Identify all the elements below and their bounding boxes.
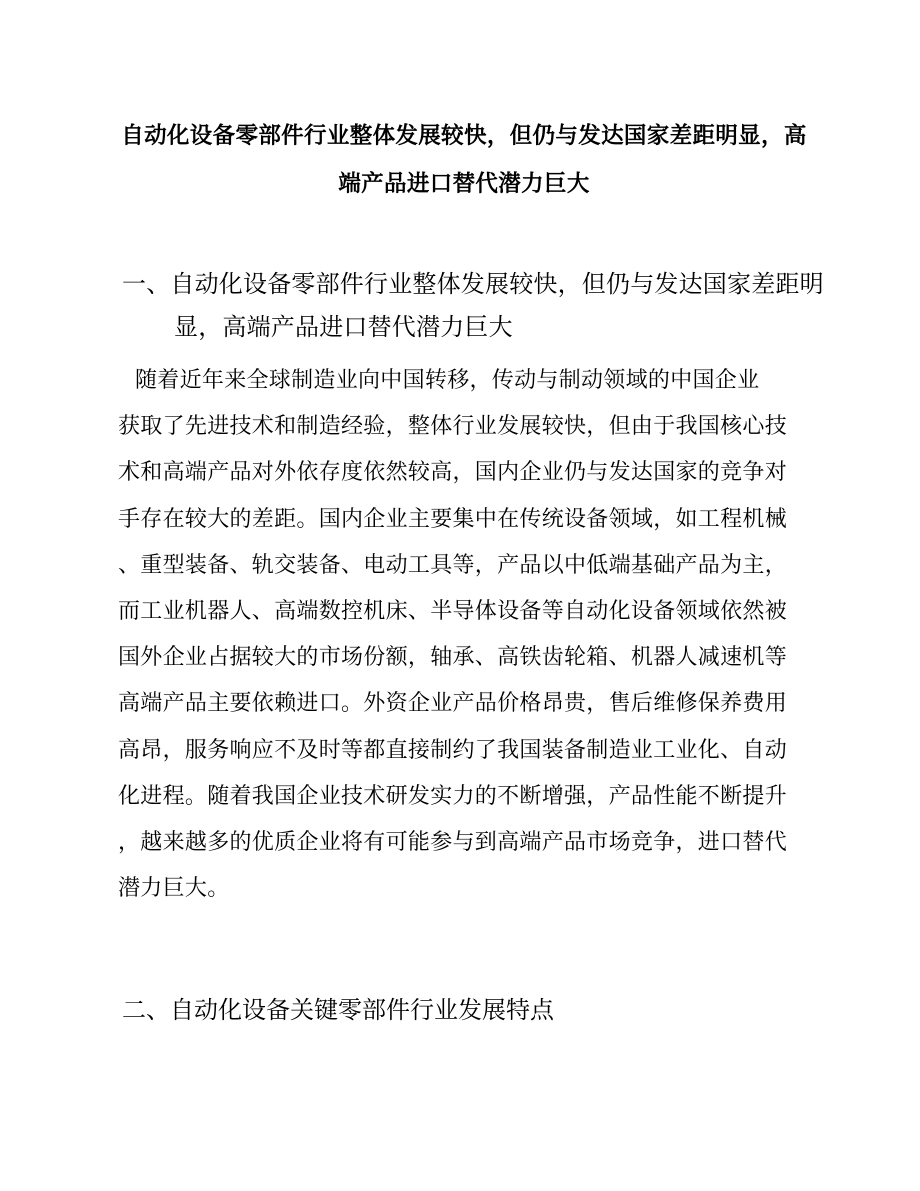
section-1-paragraph [118, 358, 818, 912]
paragraph-line: 、重型装备、轨交装备、电动工具等，产品以中低端基础产品为主， [118, 552, 788, 578]
paragraph-line: 随着近年来全球制造业向中国转移，传动与制动领域的中国企业 [135, 368, 760, 393]
paragraph-line: 而工业机器人、高端数控机床、半导体设备等自动化设备领域依然被 [118, 599, 788, 625]
paragraph-line: 国外企业占据较大的市场份额，轴承、高铁齿轮箱、机器人减速机等 [118, 645, 788, 671]
section-1-heading-line-1: 一、自动化设备零部件行业整体发展较快，但仍与发达国家差距明 [122, 270, 824, 298]
paragraph-line: 术和高端产品对外依存度依然较高，国内企业仍与发达国家的竞争对 [118, 460, 788, 486]
document-title [96, 112, 832, 208]
document-title-line-2: 端产品进口替代潜力巨大 [338, 171, 590, 197]
section-1-heading [122, 263, 832, 349]
paragraph-line: 高昂，服务响应不及时等都直接制约了我国装备制造业工业化、自动 [118, 737, 788, 763]
paragraph-line: 高端产品主要依赖进口。外资企业产品价格昂贵，售后维修保养费用 [118, 691, 788, 717]
paragraph-line: 获取了先进技术和制造经验，整体行业发展较快，但由于我国核心技 [118, 414, 788, 440]
section-1-heading-line-2: 显，高端产品进口替代潜力巨大 [174, 313, 513, 341]
paragraph-line: 潜力巨大。 [118, 876, 230, 902]
paragraph-line: 化进程。随着我国企业技术研发实力的不断增强，产品性能不断提升 [118, 783, 788, 809]
paragraph-line: 手存在较大的差距。国内企业主要集中在传统设备领域，如工程机械 [118, 506, 788, 532]
section-2-heading: 二、自动化设备关键零部件行业发展特点 [122, 996, 554, 1024]
document-title-line-1: 自动化设备零部件行业整体发展较快，但仍与发达国家差距明显，高 [121, 123, 807, 149]
paragraph-line: ，越来越多的优质企业将有可能参与到高端产品市场竞争，进口替代 [118, 830, 788, 856]
